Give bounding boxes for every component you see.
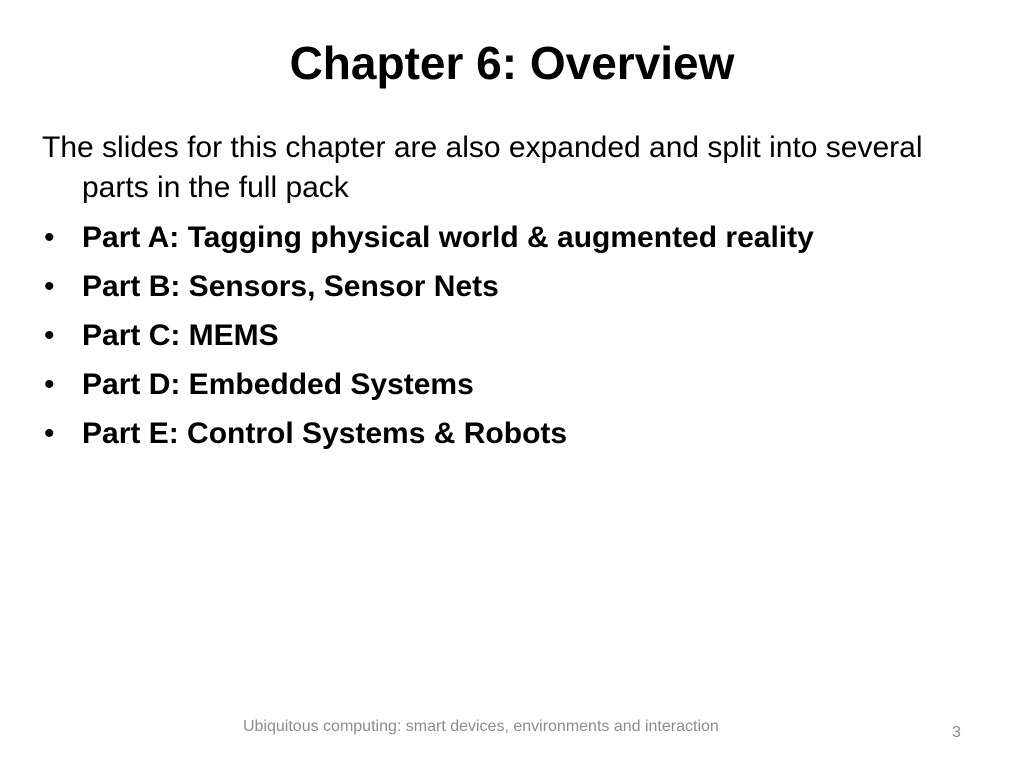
slide-body: [42, 128, 982, 463]
footer-text: Ubiquitous computing: smart devices, environments and interaction: [243, 718, 719, 735]
bullet-icon: •: [44, 417, 55, 450]
intro-text: The slides for this chapter are also expanded and split into several parts in the full pack: [42, 131, 923, 204]
bullet-item-part-b: [42, 267, 982, 307]
bullet-label: Part C: MEMS: [82, 319, 279, 352]
slide-title: Chapter 6: Overview: [289, 37, 735, 89]
bullet-item-part-c: [42, 316, 982, 356]
bullet-icon: •: [44, 221, 55, 254]
page-number: 3: [952, 724, 961, 741]
bullet-icon: •: [44, 270, 55, 303]
bullet-list: [42, 218, 982, 454]
bullet-label: Part A: Tagging physical world & augmented reality: [82, 221, 814, 254]
bullet-label: Part E: Control Systems & Robots: [82, 417, 568, 450]
bullet-icon: •: [44, 368, 55, 401]
bullet-label: Part B: Sensors, Sensor Nets: [82, 270, 499, 303]
bullet-item-part-d: [42, 365, 982, 405]
bullet-item-part-e: [42, 414, 982, 454]
bullet-item-part-a: [42, 218, 982, 258]
bullet-label: Part D: Embedded Systems: [82, 368, 474, 401]
bullet-icon: •: [44, 319, 55, 352]
